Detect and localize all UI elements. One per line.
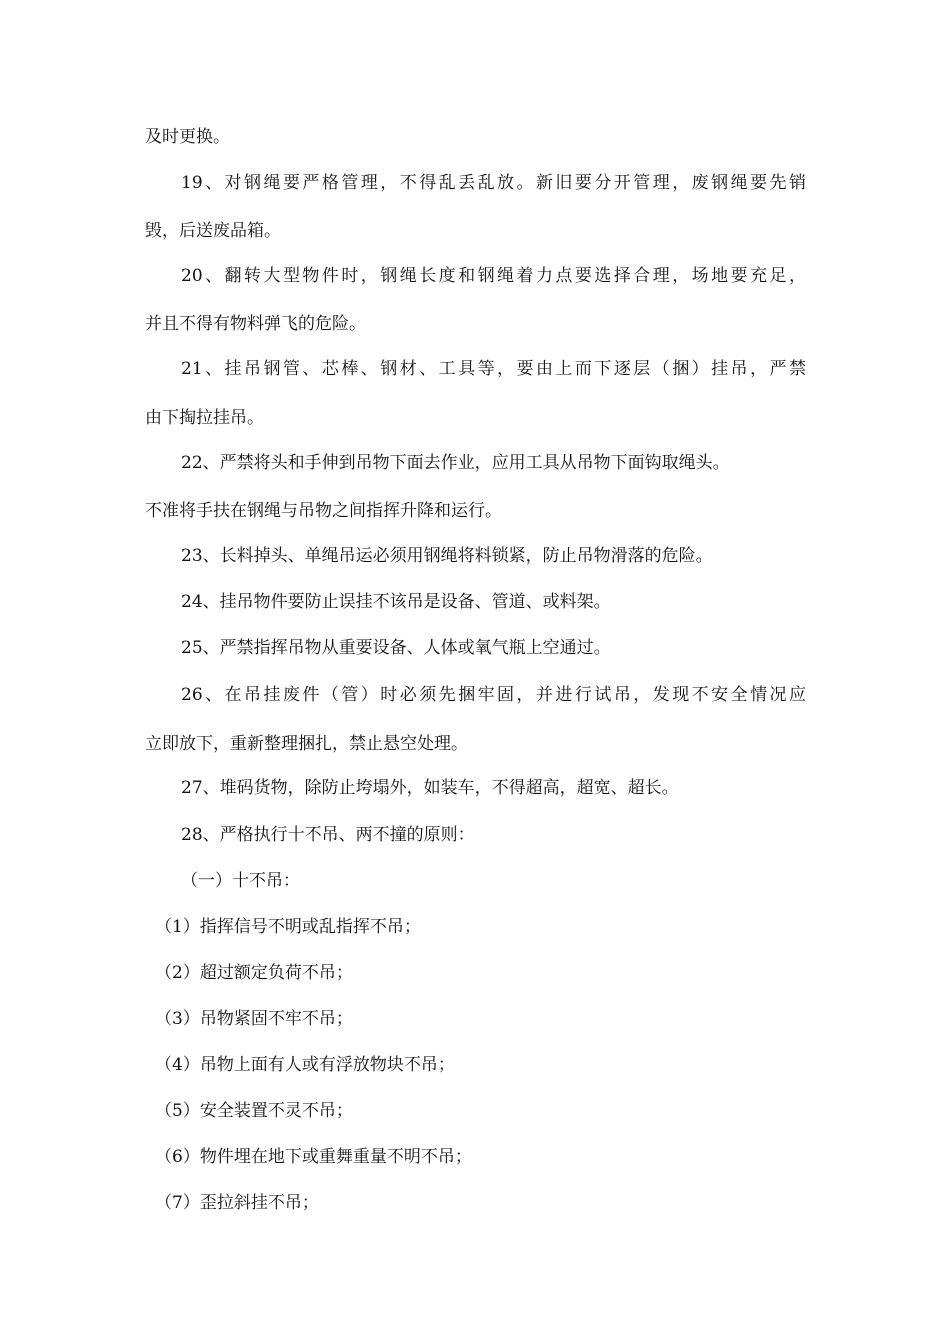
text-line-12: 25、严禁指挥吊物从重要设备、人体或氧气瓶上空通过。 <box>181 638 611 658</box>
text-line-23: （6）物件埋在地下或重舞重量不明不吊； <box>155 1147 472 1167</box>
text-line-24: （7）歪拉斜挂不吊； <box>155 1193 319 1213</box>
text-line-22: （5）安全装置不灵不吊； <box>155 1101 353 1121</box>
text-line-18: （1）指挥信号不明或乱指挥不吊； <box>155 917 421 937</box>
text-line-9: 不准将手扶在钢绳与吊物之间指挥升降和运行。 <box>145 501 502 521</box>
text-line-16: 28、严格执行十不吊、两不撞的原则： <box>181 825 475 845</box>
text-line-17: （一）十不吊： <box>181 871 300 891</box>
text-line-14: 立即放下，重新整理捆扎，禁止悬空处理。 <box>145 734 468 754</box>
text-line-13: 26、在吊挂废件（管）时必须先捆牢固，并进行试吊，发现不安全情况应 <box>181 685 806 705</box>
text-line-20: （3）吊物紧固不牢不吊； <box>155 1009 353 1029</box>
text-line-4: 20、翻转大型物件时，钢绳长度和钢绳着力点要选择合理，场地要充足， <box>181 266 806 286</box>
text-line-6: 21、挂吊钢管、芯棒、钢材、工具等，要由上而下逐层（捆）挂吊，严禁 <box>181 359 806 379</box>
text-line-8: 22、严禁将头和手伸到吊物下面去作业，应用工具从吊物下面钩取绳头。 <box>181 453 730 473</box>
text-line-7: 由下掏拉挂吊。 <box>145 408 264 428</box>
text-line-10: 23、长料掉头、单绳吊运必须用钢绳将料锁紧，防止吊物滑落的危险。 <box>181 546 713 566</box>
text-line-1: 及时更换。 <box>145 127 230 147</box>
text-line-19: （2）超过额定负荷不吊； <box>155 963 353 983</box>
text-line-5: 并且不得有物料弹飞的危险。 <box>145 314 366 334</box>
text-line-11: 24、挂吊物件要防止误挂不该吊是设备、管道、或料架。 <box>181 592 611 612</box>
text-line-15: 27、堆码货物，除防止垮塌外，如装车，不得超高，超宽、超长。 <box>181 778 679 798</box>
text-line-21: （4）吊物上面有人或有浮放物块不吊； <box>155 1055 455 1075</box>
text-line-2: 19、对钢绳要严格管理，不得乱丢乱放。新旧要分开管理，废钢绳要先销 <box>181 173 806 193</box>
text-line-3: 毁，后送废品箱。 <box>145 221 281 241</box>
